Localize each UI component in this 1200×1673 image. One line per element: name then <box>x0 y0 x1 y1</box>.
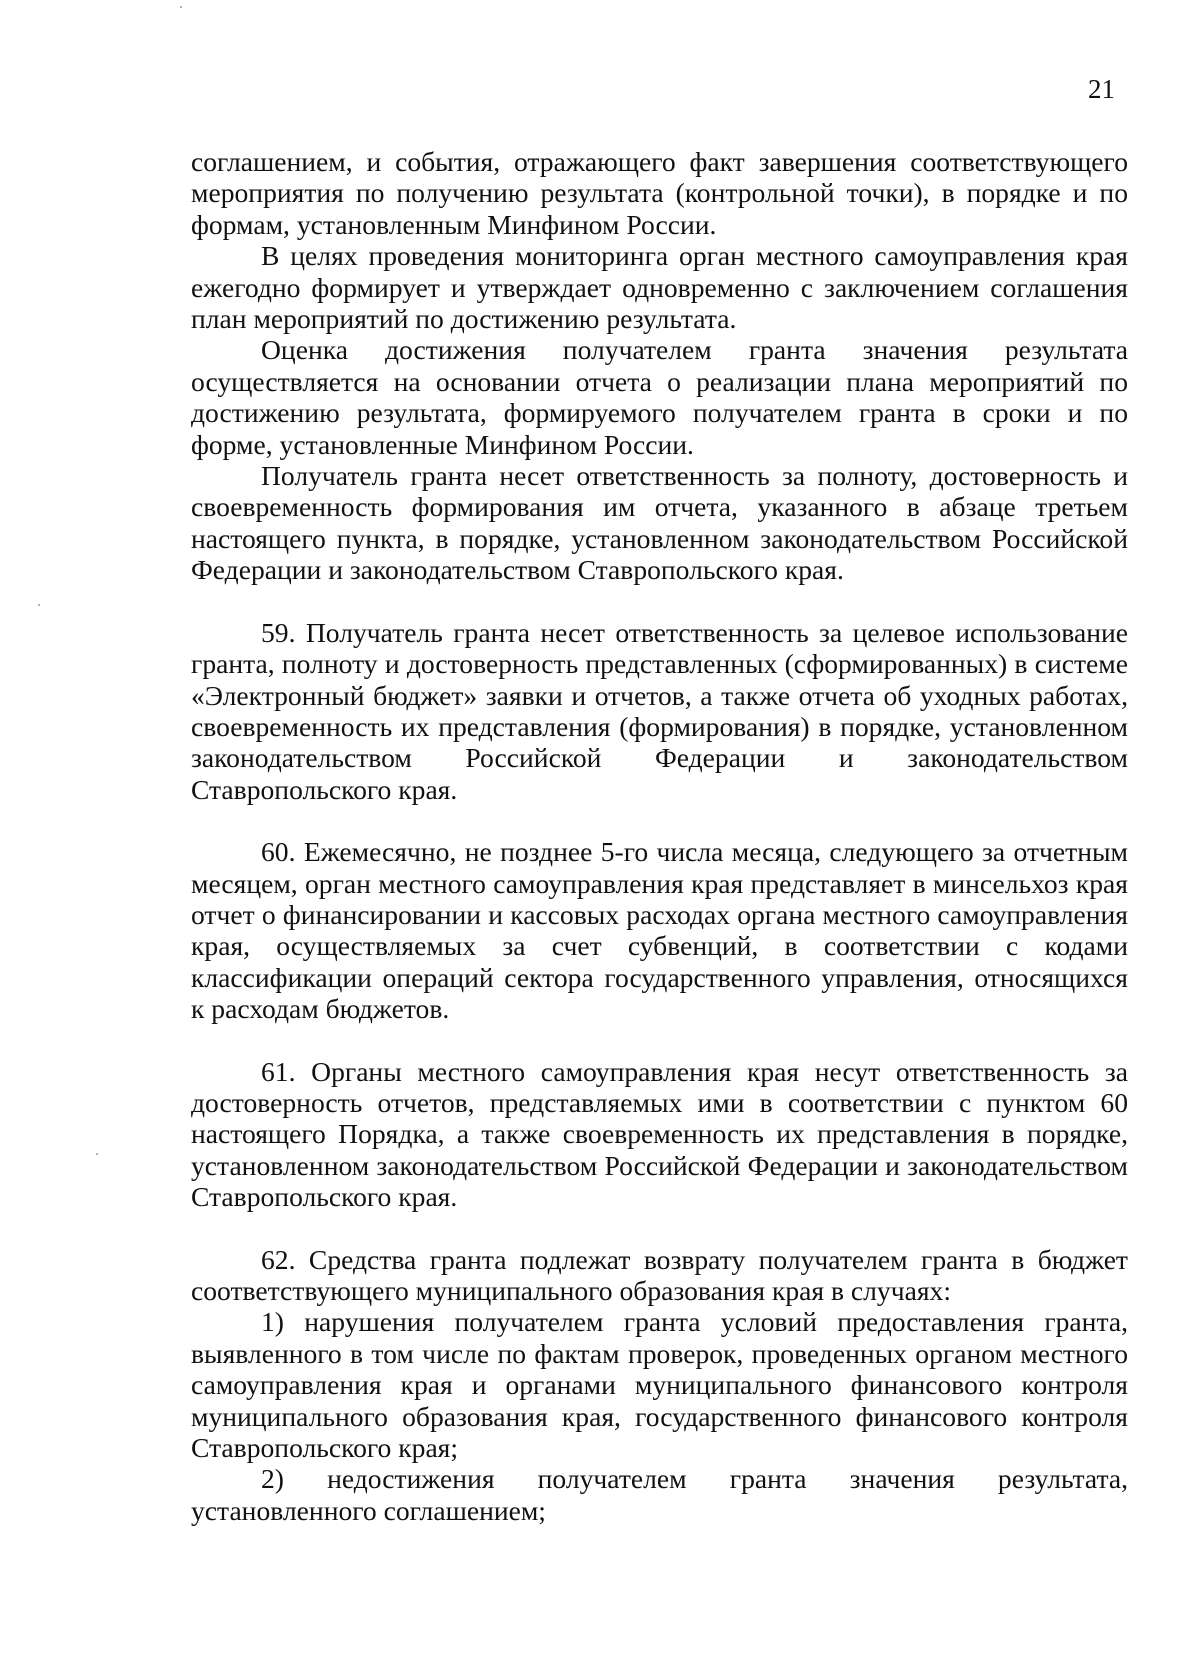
paragraph-evaluation: Оценка достижения получателем гранта значения результата осуществляется на основании отчета о реализации плана мероприятий по достижению результата, формируемого получателем гранта в сроки и по форме, установленные Минфином России. <box>191 334 1128 460</box>
scan-speck <box>180 6 182 8</box>
paragraph-continuation: соглашением, и события, отражающего факт завершения соответствующего мероприятия по получению результата (контрольной точки), в порядке и по формам, установленным Минфином России. <box>191 146 1128 240</box>
paragraph-item-60: 60. Ежемесячно, не позднее 5-го числа месяца, следующего за отчетным месяцем, орган местного самоуправления края представляет в минсельхоз края отчет о финансировании и кассовых расходах органа местного самоуправления края, осуществляемых за счет субвенций, в соответствии с кодами классификации операций сектора государственного управления, относящихся к расходам бюджетов. <box>191 836 1128 1025</box>
paragraph-monitoring: В целях проведения мониторинга орган местного самоуправления края ежегодно формирует и утверждает одновременно с заключением соглашения план мероприятий по достижению результата. <box>191 240 1128 335</box>
page-number: 21 <box>1088 74 1115 104</box>
paragraph-item-61: 61. Органы местного самоуправления края несут ответственность за достоверность отчетов, представляемых ими в соответствии с пунктом 60 настоящего Порядка, а также своевременность их представления в порядке, установленном законодательством Российской Федерации и законодательством Ставропольского края. <box>191 1055 1128 1213</box>
paragraph-subitem-2: 2) недостижения получателем гранта значения результата, установленного соглашением; <box>191 1463 1128 1526</box>
paragraph-subitem-1: 1) нарушения получателем гранта условий предоставления гранта, выявленного в том числе по фактам проверок, проведенных органом местного самоуправления края и органами муниципального финансового контроля муниципального образования края, государственного финансового контроля Ставропольского края; <box>191 1306 1128 1464</box>
paragraph-item-59: 59. Получатель гранта несет ответственность за целевое использование гранта, полноту и достоверность представленных (сформированных) в системе «Электронный бюджет» заявки и отчетов, а также отчета об уходных работах, своевременность их представления (формирования) в порядке, установленном законодательством Российской Федерации и законодательством Ставропольского края. <box>191 616 1128 805</box>
paragraph-item-62: 62. Средства гранта подлежат возврату получателем гранта в бюджет соответствующего муниципального образования края в случаях: <box>191 1243 1128 1306</box>
document-body <box>191 146 1128 1526</box>
scan-speck <box>96 1153 98 1155</box>
paragraph-responsibility: Получатель гранта несет ответственность за полноту, достоверность и своевременность формирования им отчета, указанного в абзаце третьем настоящего пункта, в порядке, установленном законодательством Российской Федерации и законодательством Ставропольского края. <box>191 460 1128 586</box>
scan-speck <box>38 604 40 606</box>
